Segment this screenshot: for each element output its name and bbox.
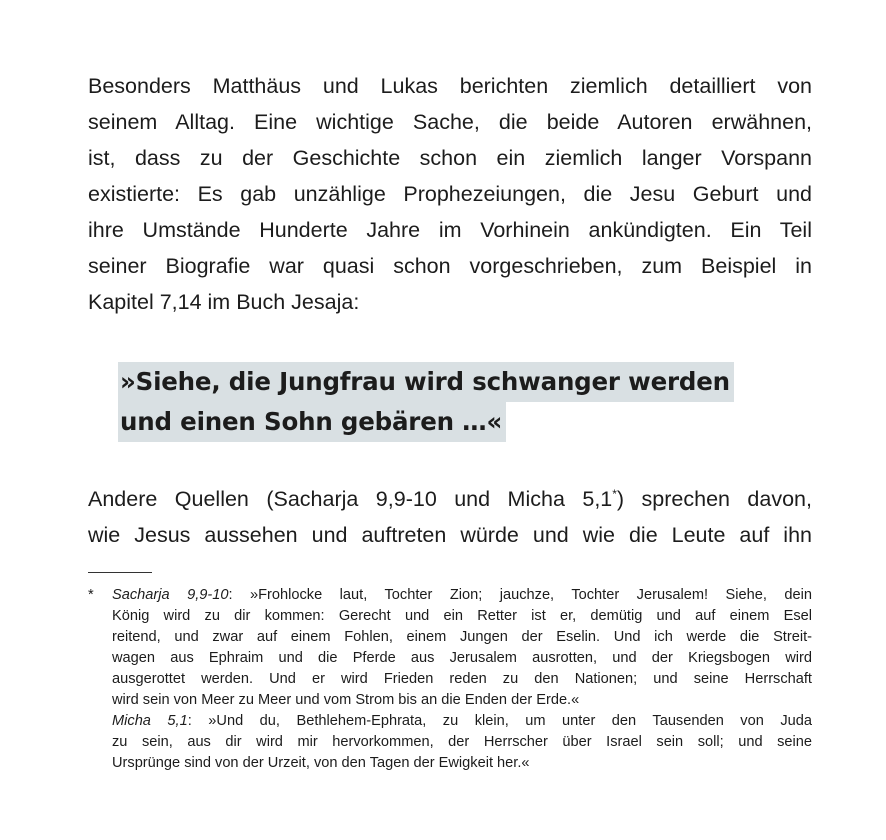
footnote (88, 585, 812, 774)
footnote-marker: * (88, 587, 94, 603)
text-fragment: : »Frohlocke laut, Tochter Zion; jauchze, Tochter Jerusalem! Siehe, dein (228, 587, 812, 603)
text-line: existierte: Es gab unzählige Prophezeiungen, die Jesu Geburt und (88, 182, 812, 206)
citation-micha: Micha 5,1 (112, 713, 188, 729)
text-line: Besonders Matthäus und Lukas berichten ziemlich detailliert von (88, 74, 812, 98)
footnote-line: Ursprünge sind von der Urzeit, von den Tagen der Ewigkeit her.« (112, 755, 530, 771)
text-fragment: ) sprechen davon, (616, 487, 812, 511)
text-line: seiner Biografie war quasi schon vorgeschrieben, zum Beispiel in (88, 254, 812, 278)
quote-line: »Siehe, die Jungfrau wird schwanger werden (118, 362, 734, 402)
text-line: ist, dass zu der Geschichte schon ein ziemlich langer Vorspann (88, 146, 812, 170)
footnote-line: zu sein, aus dir wird mir hervorkommen, der Herrscher über Israel sein soll; und seine (112, 734, 812, 750)
highlighted-quote (118, 362, 778, 442)
paragraph-intro (88, 68, 812, 320)
footnote-line: reitend, und zwar auf einem Fohlen, einem Jungen der Eselin. Und ich werde die Streit- (112, 629, 812, 645)
citation-sacharja: Sacharja 9,9-10 (112, 587, 229, 603)
footnote-line: ausgerottet werden. Und er wird Frieden reden zu den Nationen; und seine Herrschaft (112, 671, 812, 687)
footnote-divider (88, 572, 152, 573)
text-line (88, 481, 812, 517)
paragraph-sources (88, 481, 812, 553)
text-line: seinem Alltag. Eine wichtige Sache, die beide Autoren erwähnen, (88, 110, 812, 134)
footnote-line: wagen aus Ephraim und die Pferde aus Jerusalem ausrotten, und der Kriegsbogen wird (112, 650, 812, 666)
text-line: wie Jesus aussehen und auftreten würde und wie die Leute auf ihn (88, 523, 812, 547)
text-line: Kapitel 7,14 im Buch Jesaja: (88, 290, 360, 314)
quote-line: und einen Sohn gebären …« (118, 402, 506, 442)
footnote-line (112, 711, 812, 732)
text-fragment: Andere Quellen (Sacharja 9,9-10 und Micha 5,1 (88, 487, 613, 511)
footnote-reference: * (612, 486, 617, 501)
text-line: ihre Umstände Hunderte Jahre im Vorhinein ankündigten. Ein Teil (88, 218, 812, 242)
text-fragment: : »Und du, Bethlehem-Ephrata, zu klein, um unter den Tausenden von Juda (187, 713, 812, 729)
footnote-line: König wird zu dir kommen: Gerecht und ein Retter ist er, demütig und auf einem Esel (112, 608, 812, 624)
footnote-body (112, 585, 812, 774)
footnote-line (112, 585, 812, 606)
footnote-line: wird sein von Meer zu Meer und vom Strom bis an die Enden der Erde.« (112, 692, 580, 708)
